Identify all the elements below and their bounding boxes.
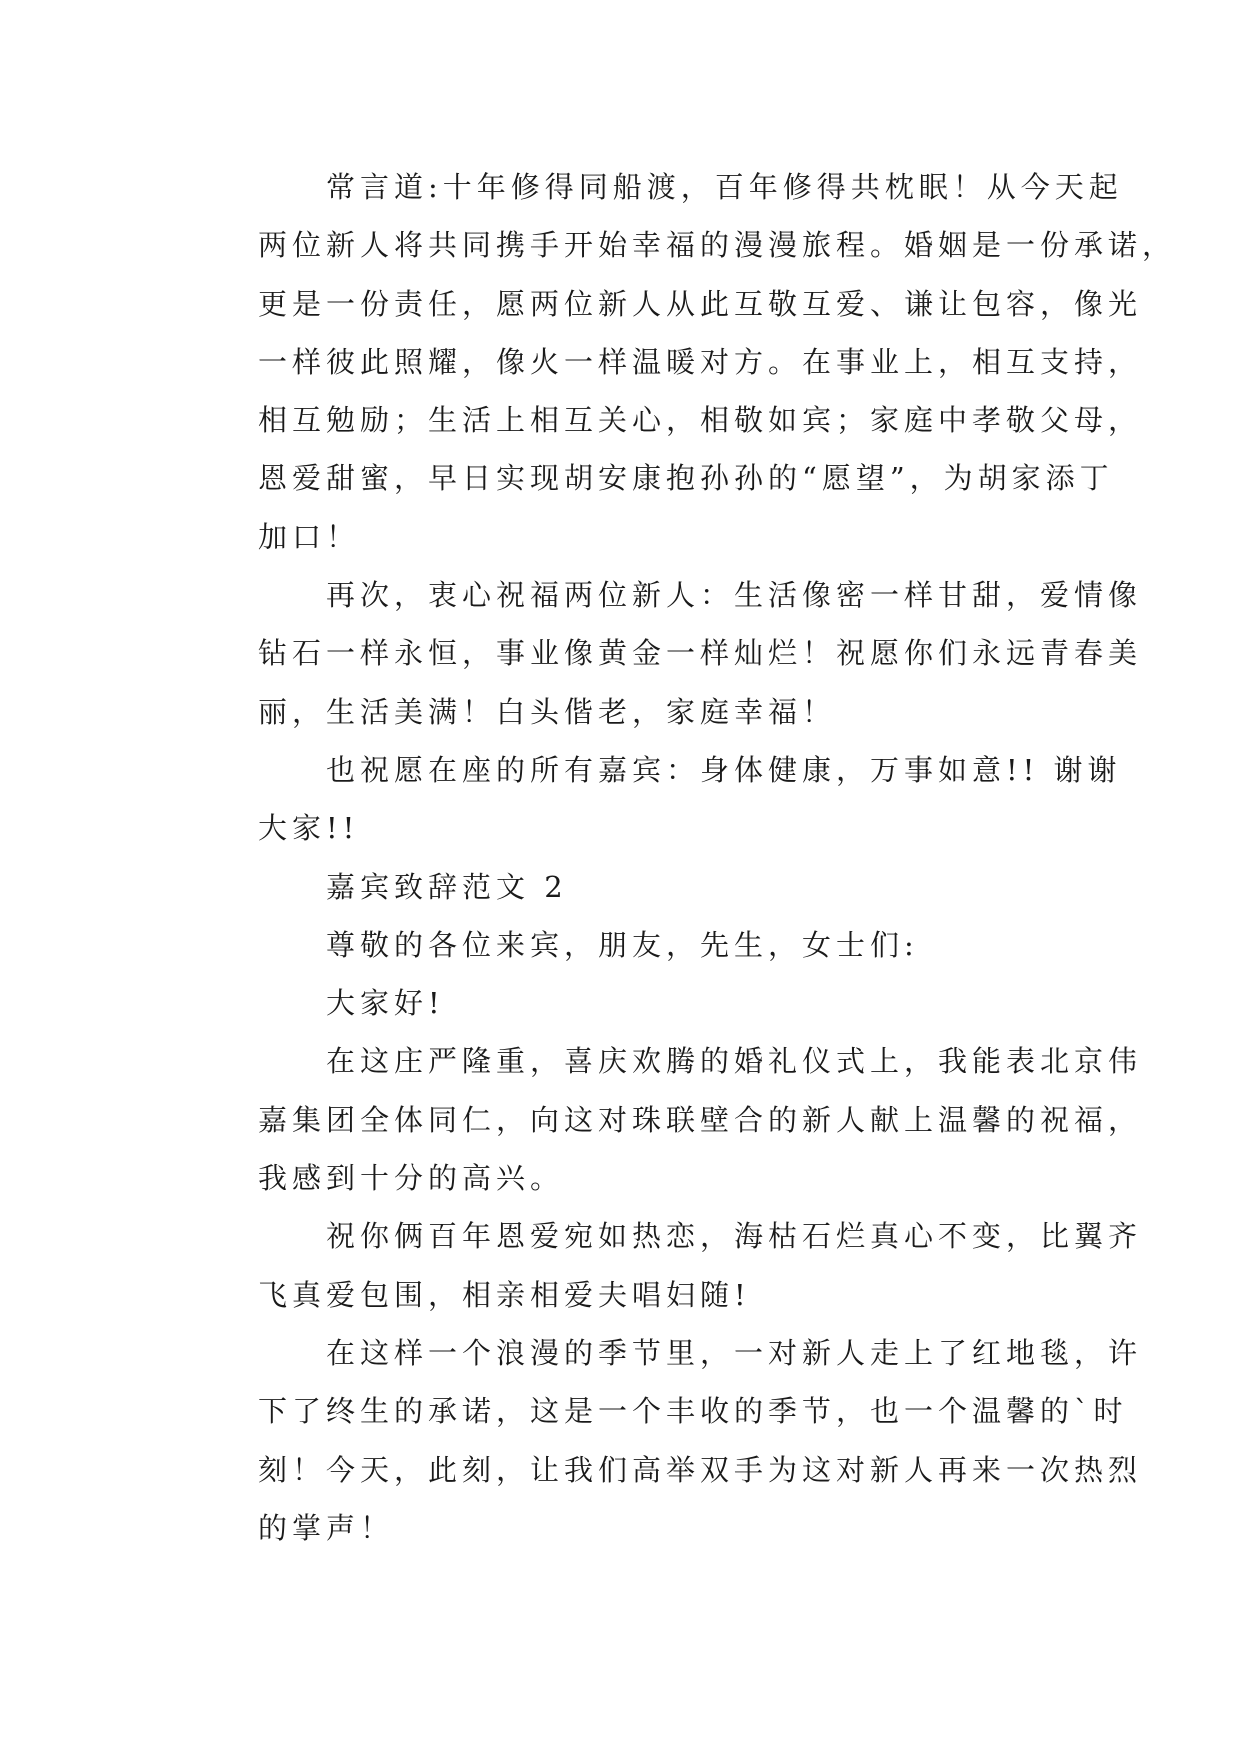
text-line: 的掌声！ [258,1510,395,1545]
text-line: 两位新人将共同携手开始幸福的漫漫旅程。婚姻是一份承诺， [258,228,1177,263]
paragraph-guests [190,741,1122,858]
text-line: 钻石一样永恒，事业像黄金一样灿烂！祝愿你们永远青春美 [258,636,1143,671]
paragraph-closing [190,1324,1143,1557]
paragraph-salutation [190,916,1090,974]
text-line: 恩爱甜蜜，早日实现胡安康抱孙孙的“愿望”，为胡家添丁 [258,461,1114,496]
paragraph-greeting [190,974,1090,1032]
text-line: 祝你俩百年恩爱宛如热恋，海枯石烂真心不变，比翼齐 [326,1219,1143,1254]
text-line: 更是一份责任，愿两位新人从此互敬互爱、谦让包容，像光 [258,286,1143,321]
paragraph-wishes [190,566,1143,741]
text-line: 一样彼此照耀，像火一样温暖对方。在事业上，相互支持， [258,344,1143,379]
text-line: 再次，衷心祝福两位新人：生活像密一样甘甜，爱情像 [326,578,1143,613]
text-line: 常言道:十年修得同船渡，百年修得共枕眠！从今天起 [326,170,1123,204]
text-line: 大家!! [258,811,360,846]
text-line: 嘉集团全体同仁，向这对珠联壁合的新人献上温馨的祝福， [258,1102,1143,1137]
text-line: 相互勉励；生活上相互关心，相敬如宾；家庭中孝敬父母， [258,403,1143,438]
document-body [190,158,1177,1557]
text-line: 下了终生的承诺，这是一个丰收的季节，也一个温馨的`时 [258,1394,1128,1429]
text-line: 在这庄严隆重，喜庆欢腾的婚礼仪式上，我能表北京伟 [326,1044,1143,1079]
text-line: 飞真爱包围，相亲相爱夫唱妇随! [258,1277,751,1312]
text-line: 刻！今天，此刻，让我们高举双手为这对新人再来一次热烈 [258,1452,1143,1487]
text-line: 在这样一个浪漫的季节里，一对新人走上了红地毯，许 [326,1335,1143,1370]
paragraph-toast [190,1207,1143,1324]
text-line: 我感到十分的高兴。 [258,1161,565,1196]
text-line: 加口！ [258,519,361,554]
text-line: 丽，生活美满！白头偕老，家庭幸福！ [258,694,837,729]
text-line: 也祝愿在座的所有嘉宾：身体健康，万事如意!! 谢谢 [326,752,1122,787]
text-line: 尊敬的各位来宾，朋友，先生，女士们: [326,927,919,962]
paragraph-blessing [190,158,1177,566]
section-heading [190,858,1090,916]
paragraph-ceremony [190,1032,1143,1207]
text-line: 大家好! [326,986,445,1021]
heading-text: 嘉宾致辞范文 2 [326,869,568,904]
